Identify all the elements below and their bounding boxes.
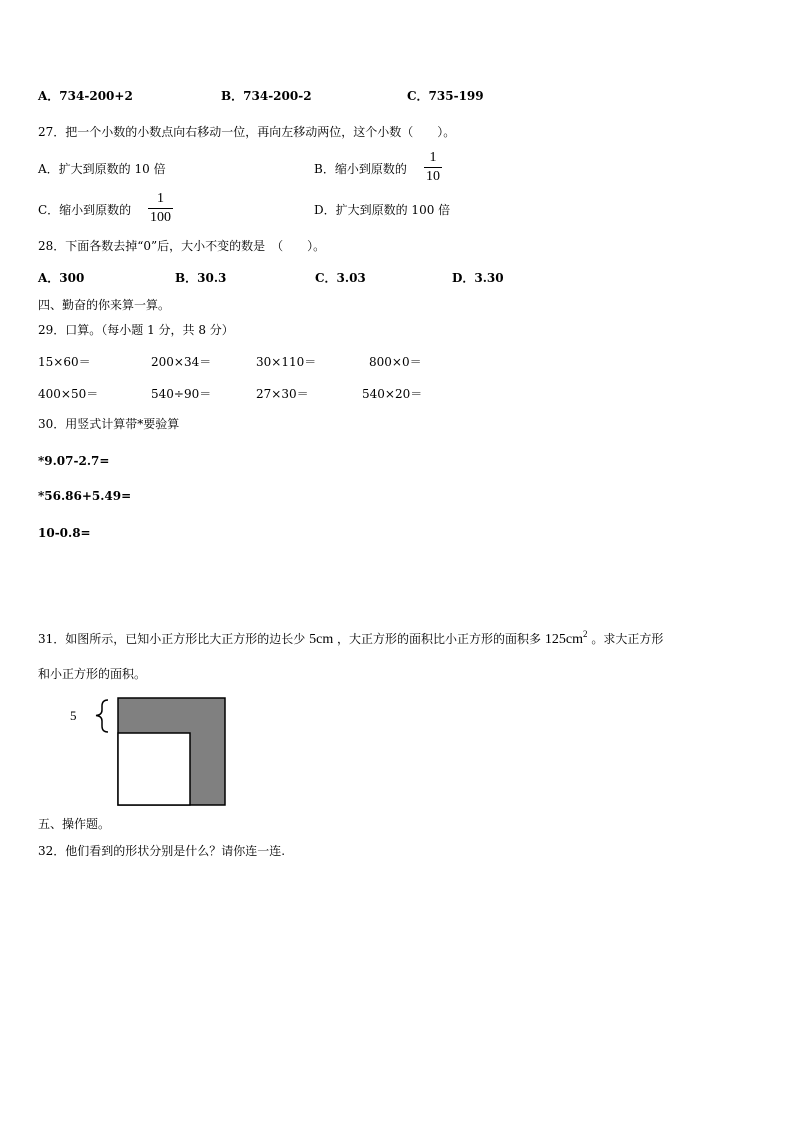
fraction-denominator: 10 <box>426 169 440 184</box>
q32-stem: 32．他们看到的形状分别是什么？请你连一连. <box>38 844 286 858</box>
q28-stem: 28．下面各数去掉“0”后，大小不变的数是 （ ）。 <box>38 239 326 253</box>
q29-item: 540×20＝ <box>362 387 423 401</box>
q31-squares-figure <box>66 696 236 814</box>
q27-option-d: D．扩大到原数的 100 倍 <box>314 203 451 217</box>
section-5-title: 五、操作题。 <box>38 817 111 831</box>
q31-line2: 和小正方形的面积。 <box>38 667 147 681</box>
q31-side-value: 5cm <box>309 632 334 647</box>
q31-area-number: 125cm <box>544 632 583 647</box>
q30-item: 10-0.8= <box>38 526 91 540</box>
q30-stem: 30．用竖式计算带*要验算 <box>38 417 180 431</box>
fraction-numerator: 1 <box>157 191 164 206</box>
q28-option-b: B．30.3 <box>175 271 227 285</box>
q26-option-c: C．735-199 <box>407 89 484 103</box>
q27-option-b-text: B．缩小到原数的 <box>314 162 407 176</box>
q31-area-value <box>544 629 588 647</box>
small-square <box>118 733 190 805</box>
q29-item: 15×60＝ <box>38 355 91 369</box>
q27-option-c-text: C．缩小到原数的 <box>38 203 132 217</box>
q29-item: 400×50＝ <box>38 387 99 401</box>
q29-stem: 29．口算。（每小题 1 分，共 8 分） <box>38 323 234 337</box>
section-4-title: 四、勤奋的你来算一算。 <box>38 298 171 312</box>
q29-item: 200×34＝ <box>151 355 212 369</box>
q29-item: 30×110＝ <box>256 355 317 369</box>
q30-item: *56.86+5.49= <box>38 489 132 503</box>
q27-option-a: A．扩大到原数的 10 倍 <box>38 162 166 176</box>
q31-text-b: ，大正方形的面积比小正方形的面积多 <box>337 632 542 646</box>
fraction-numerator: 1 <box>429 150 437 165</box>
q27-stem: 27．把一个小数的小数点向右移动一位，再向左移动两位，这个小数（ ）。 <box>38 125 456 139</box>
brace-icon <box>96 700 108 732</box>
q30-item: *9.07-2.7= <box>38 454 110 468</box>
q31-text-c: 。求大正方形 <box>591 632 664 646</box>
q27-option-c-fraction <box>148 192 173 225</box>
q29-item: 27×30＝ <box>256 387 309 401</box>
q26-option-a: A．734-200+2 <box>38 89 133 103</box>
q27-option-b-fraction <box>424 151 442 184</box>
fraction-denominator: 100 <box>150 210 171 225</box>
q29-item: 800×0＝ <box>369 355 422 369</box>
q31-area-exponent: 2 <box>583 629 588 639</box>
q29-item: 540÷90＝ <box>151 387 212 401</box>
figure-label-5: 5 <box>70 708 77 723</box>
q28-option-d: D．3.30 <box>452 271 504 285</box>
squares-diagram <box>66 696 236 811</box>
q31-text-a: 31．如图所示，已知小正方形比大正方形的边长少 <box>38 632 306 646</box>
q28-option-a: A．300 <box>38 271 85 285</box>
q26-option-b: B．734-200-2 <box>221 89 312 103</box>
q31-line1 <box>38 630 663 647</box>
q28-option-c: C．3.03 <box>315 271 366 285</box>
